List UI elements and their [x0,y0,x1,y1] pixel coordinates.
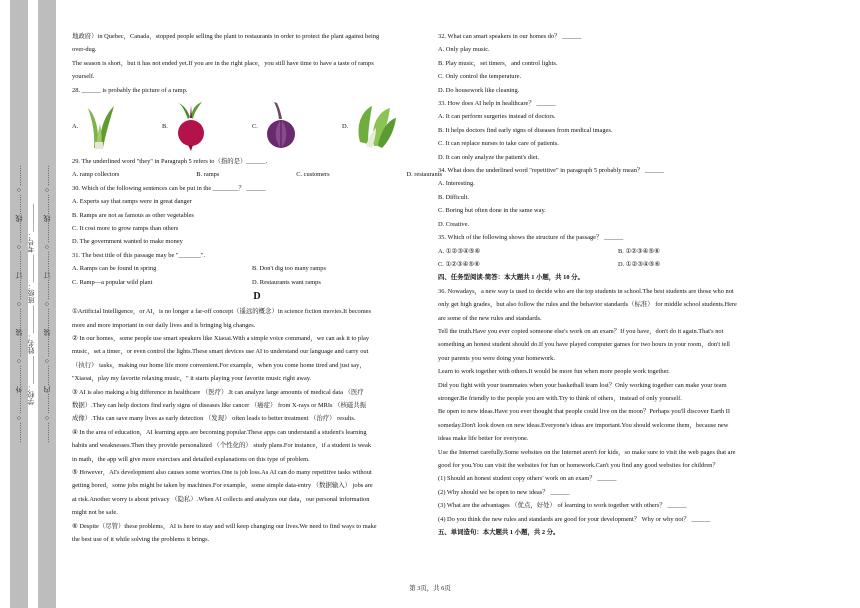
passage-line: "Xiaoai，play my favorite relaxing music，" it starts playing your favorite music right away. [72,375,312,383]
passage-line: are some of the new rules and standards. [438,314,542,322]
passage-line: 36. Nowadays，a new way is used to decide who are the top students in school.The best students are those who not [438,287,734,295]
question-30: 30. Which of the following sentences can be put in the ________？ ______ [72,184,266,192]
intro-line: 地政府）in Quebec，Canada，stopped people selling the plant to restaurants in order to protect the plant against being [72,33,380,40]
section-4-heading: 四、任务型阅读-简答：本大题共 1 小题，共 10 分。 [438,274,584,282]
q30-option-b: B. Ramps are not as famous as other vegetables [72,211,194,219]
question-36-1: (1) Should an honest student copy others' work on an exam？ ______ [438,475,617,483]
intro-line: yourself. [72,73,95,81]
passage-line: stronger.Be friendly to the people you are with.Try to think of others，instead of only yourself. [438,394,682,402]
question-36-3: (3) What are the advantages （优点，好处） of learning to work together with others？ ______ [438,502,687,510]
beet-icon [174,101,208,151]
q33-option-a: A. It can perform surgeries instead of doctors. [438,113,556,121]
passage-d-heading: D [253,291,261,303]
onion-icon [264,101,298,151]
q34-option-c: C. Boring but often done in the same way. [438,207,546,215]
q29-option-a: A. ramp collectors [72,171,120,179]
q31-option-c: C. Ramp—a popular wild plant [72,278,153,286]
q31-option-d: D. Restaurants want ramps [252,278,321,286]
q31-options-row [72,262,442,275]
q32-option-d: D. Do housework like cleaning. [438,86,520,94]
passage-line: 数据）.They can help doctors find early signs of diseases like cancer （癌症） from X-rays or MRIs （核磁共振 [72,401,367,409]
binding-inner-text: ………○………内………○………装………○………订………○………线………○……… [43,165,51,443]
q29-option-c: C. customers [296,171,330,179]
passage-line: at risk.Another worry is about privacy （隐私）.When AI collects and analyzes our data，our personal information [72,495,370,503]
passage-line: ④ In the area of education，AI learning apps are becoming popular.These apps can understand a student's learning [72,428,367,436]
q32-option-c: C. Only control the temperature. [438,73,522,81]
q32-option-b: B. Play music，set timers，and control lights. [438,59,558,67]
passage-line: ③ AI is also making a big difference in healthcare （医疗）.It can analyze large amounts of medical data （医疗 [72,388,364,396]
q31-options-row [72,276,442,289]
question-32: 32. What can smart speakers in our homes do？ ______ [438,33,582,40]
q35-option-a: A. ①②③④⑤⑥ [438,247,481,255]
q33-option-d: D. It can only analyze the patient's diet. [438,153,540,161]
passage-line: might not be safe. [72,509,118,517]
q28-picture-options [72,97,442,155]
q30-option-a: A. Experts say that ramps were in great danger [72,198,192,206]
q35-option-b: B. ①②③④⑤⑥ [618,247,660,255]
q30-option-c: C. It cost more to grow ramps than others [72,225,179,233]
option-c-picture: C. [252,101,342,151]
passage-line: in math，the app will give more exercises and detailed explanations on this type of problem. [72,455,310,463]
question-35: 35. Which of the following shows the structure of the passage？ ______ [438,234,624,242]
q34-option-d: D. Creative. [438,220,470,228]
student-info-fields: 学校：________ 姓名：________ 班级：________ 考号：________ [27,203,35,405]
question-34: 34. What does the underlined word "repetitive" in paragraph 5 probably mean？ ______ [438,167,665,175]
q33-option-c: C. It can replace nurses to take care of patients. [438,140,559,148]
binding-margin [0,0,58,608]
question-33: 33. How does AI help in healthcare？ ______ [438,100,556,108]
bok-choy-icon [354,102,398,150]
question-29: 29. The underlined word "they" in Paragraph 5 refers to（指的是）______. [72,158,268,166]
q35-option-c: C. ①②③④⑤⑥ [438,260,480,268]
passage-line: ② In our homes，some people use smart speakers like Xiaoai.With a simple voice command，we can ask it to play [72,334,370,342]
passage-line: Use the Internet carefully.Some websites on the Internet aren't for kids，so make sure to visit the web pages that are [438,448,736,456]
passage-line: Tell the truth.Have you ever copied someone else's work on an exam？If you have，don't do it again.That's not [438,327,724,335]
q29-option-d: D. restaurants [406,171,442,179]
q34-option-a: A. Interesting. [438,180,475,188]
q35-options-row [438,245,818,258]
passage-line: Learn to work together with others.It would be more fun when more people work together. [438,368,670,376]
intro-line: The season is short，but it has not ended yet.If you are in the right place，you still have time to have a taste of ramps [72,59,374,67]
q35-option-d: D. ①②③④⑤⑥ [618,260,661,268]
q29-option-b: B. ramps [196,171,220,179]
passage-line: 成像）.This can save many lives as early detection （发现） often leads to better treatment （治疗） results. [72,415,356,423]
left-column [72,30,442,546]
passage-line: Be open to new ideas.Have you ever thought that people could live on the moon？Perhaps you'll discover Earth II [438,408,731,416]
right-column [438,30,818,539]
passage-line: habits and weaknesses.Then they provide personalized （个性化的） study plans.For instance，if a student is weak [72,442,372,450]
passage-line: the best use of it while solving the problems it brings. [72,536,210,543]
ramp-plant-icon [84,102,118,150]
passage-line: good for you.You can visit the websites for fun or homework.Can't you find any good websites for children？ [438,462,719,469]
q31-option-b: B. Don't dig too many ramps [252,265,326,273]
q31-option-a: A. Ramps can be found in spring [72,265,157,273]
passage-line: your parents you were doing your homework. [438,354,555,362]
q30-option-d: D. The government wanted to make money [72,238,183,246]
passage-line: getting bored，some jobs might be taken by machines.For example，some simple data-entry （数据输入） jobs are [72,482,373,490]
intro-line: over-dug. [72,46,97,54]
passage-line: （执行） tasks，making our home life more convenient.For example，when you come home tired and just say， [72,361,366,369]
passage-line: ⑥ Despite（尽管）these problems，AI is here to stay and will keep changing our lives.We need to find ways to make [72,522,377,530]
passage-line: ⑤ However，AI's development also causes some worries.One is job loss.As AI can do many repetitive tasks without [72,468,372,476]
passage-line: only get high grades，but also follow the rules and the behavior standards（标准） for middle school students.Here [438,301,737,309]
q32-option-a: A. Only play music. [438,46,490,54]
section-5-heading: 五、单词造句：本大题共 1 小题，共 2 分。 [438,529,560,537]
option-a-picture: A. [72,102,162,150]
passage-line: Did you fight with your teammates when your basketball team lost？Only working together can make your team [438,381,727,389]
question-31: 31. The best title of this passage may be "_______". [72,251,206,259]
passage-line: ideas make life better for everyone. [438,435,529,443]
q33-option-b: B. It helps doctors find early signs of diseases from medical images. [438,126,613,134]
question-28: 28. ______ is probably the picture of a ramp. [72,86,188,94]
page-number-footer: 第 3页，共 6页 [409,585,451,592]
option-b-picture: B. [162,101,252,151]
option-d-picture: D. [342,102,432,150]
q35-options-row [438,258,818,271]
passage-line: someday.Don't look down on new ideas.Everyone's ideas are important.You should welcome them，because new [438,421,729,429]
q29-options [72,168,442,181]
passage-line: something an honest student should do.If you have played computer games for two hours in your room，don't tell [438,341,730,349]
binding-outer-text: ………○………外………○………装………○………订………○………线………○……… [15,165,23,443]
passage-line: ①Artificial Intelligence，or AI，is no longer a far-off concept（遥远的概念）in science fiction movies.It becomes [72,308,372,316]
passage-line: music，set a timer，or even control the lights.These smart devices use AI to understand our language and carry out [72,348,369,356]
q34-option-b: B. Difficult. [438,193,469,201]
passage-line: more and more important in our daily lives and is bringing big changes. [72,321,256,329]
question-36-2: (2) Why should we be open to new ideas？ ______ [438,488,570,496]
question-36-4: (4) Do you think the new rules and standards are good for your development？ Why or why not？ ______ [438,515,711,523]
